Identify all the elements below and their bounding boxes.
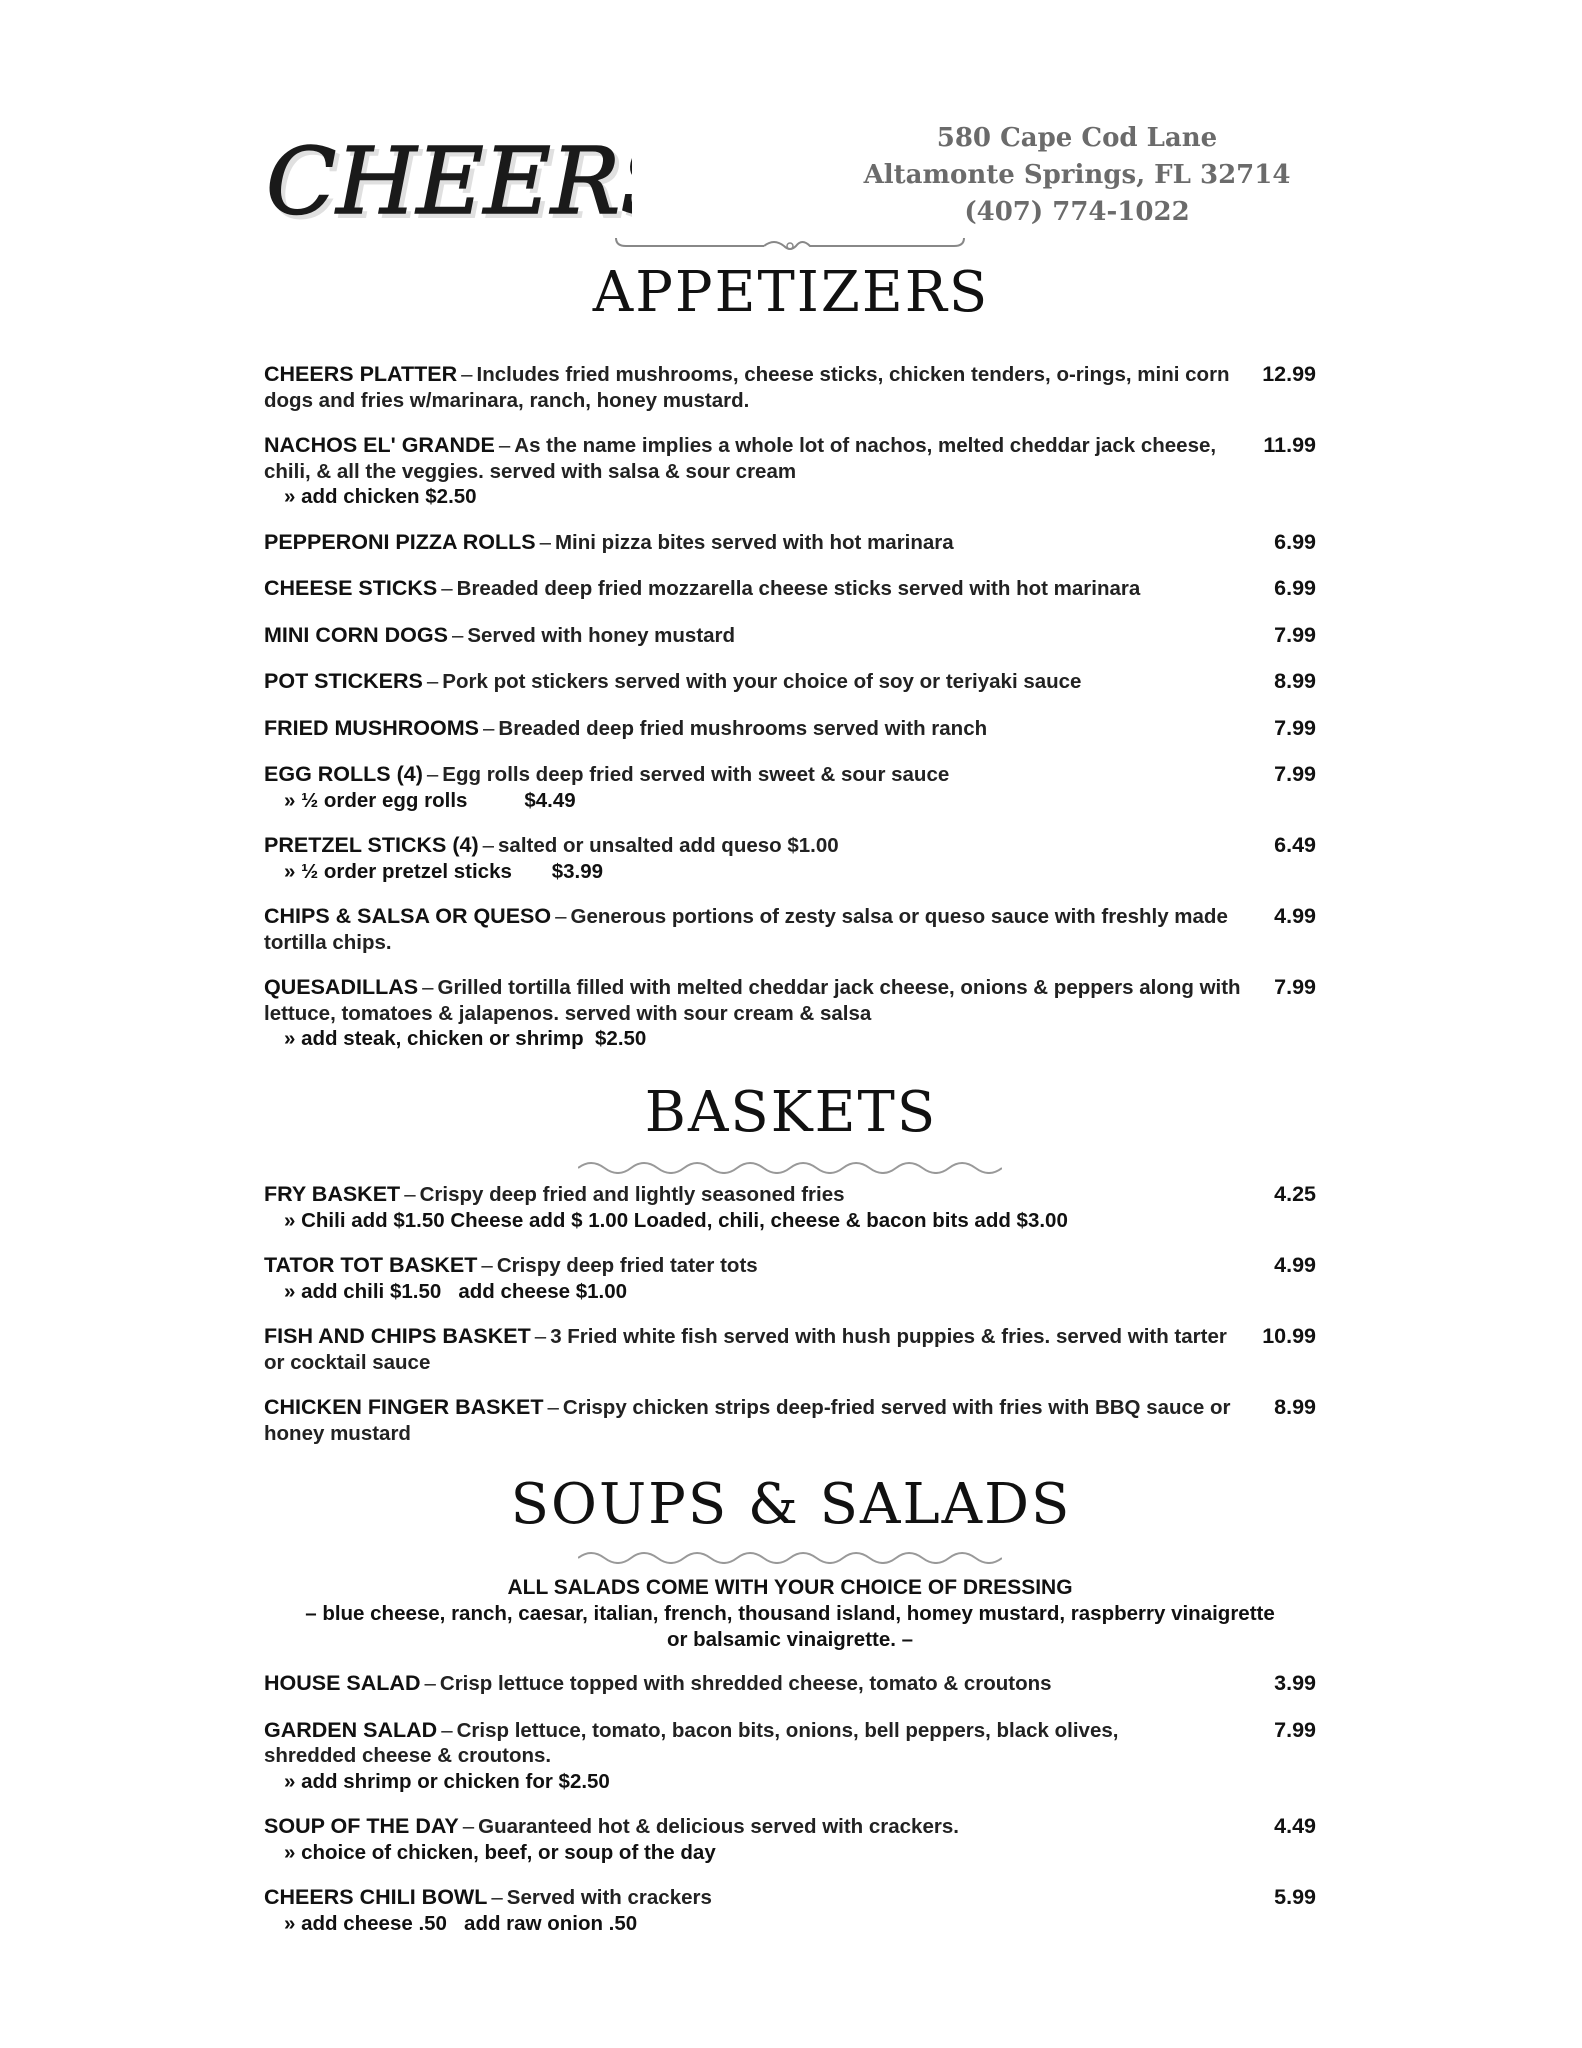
item-price: 7.99 [1274,975,1316,999]
item-name: SOUP OF THE DAY [264,1814,459,1838]
menu-item: PEPPERONI PIZZA ROLLS – Mini pizza bites served with hot marinara 6.99 [264,529,1316,554]
cheers-logo [262,118,632,238]
item-name: CHEERS CHILI BOWL [264,1885,488,1909]
item-price: 10.99 [1262,1324,1316,1348]
item-description: Breaded deep fried mozzarella cheese sticks served with hot marinara [456,577,1141,600]
item-price: 4.49 [1274,1814,1316,1838]
appetizers-heading: APPETIZERS [592,260,990,325]
menu-item: FRIED MUSHROOMS – Breaded deep fried mushrooms served with ranch 7.99 [264,715,1316,740]
menu-item: PRETZEL STICKS (4) – salted or unsalted add queso $1.00 » ½ order pretzel sticks $3.99 6.49 [264,833,1316,883]
item-addon: » Chili add $1.50 Cheese add $ 1.00 Loaded, chili, cheese & bacon bits add $3.00 [284,1208,1068,1232]
item-price: 6.49 [1274,833,1316,857]
logo-text: CHEER [266,128,621,235]
address-street: 580 Cape Cod Lane [936,123,1218,153]
item-name: CHEERS PLATTER [264,362,458,386]
menu-item: HOUSE SALAD – Crisp lettuce topped with shredded cheese, tomato & croutons 3.99 [264,1671,1316,1695]
item-description: Generous portions of zesty salsa or queso sauce with freshly made tortilla chips. [264,905,1228,954]
baskets-list [264,1182,1316,1446]
soups-salads-list [264,1671,1316,1936]
item-name: CHEESE STICKS [264,576,438,600]
menu-item: EGG ROLLS (4) – Egg rolls deep fried served with sweet & sour sauce » ½ order egg rolls $4.49 7.99 [264,762,1316,812]
item-price: 7.99 [1274,1717,1316,1742]
item-name: PEPPERONI PIZZA ROLLS [264,529,536,554]
phone-number: (407) 774-1022 [964,197,1190,227]
item-price: 8.99 [1274,1395,1316,1419]
baskets-heading: BASKETS [644,1080,938,1145]
item-name: MINI CORN DOGS [264,622,448,647]
menu-item: QUESADILLAS – Grilled tortilla filled with melted cheddar jack cheese, onions & peppers along with lettuce, tomatoes & jalapenos. served with sour cream & salsa » add steak, chicken or shrimp $2.50 7.99 [264,975,1316,1050]
item-price: 5.99 [1274,1885,1316,1909]
menu-item: CHIPS & SALSA OR QUESO – Generous portions of zesty salsa or queso sauce with freshly made tortilla chips. 4.99 [264,904,1316,954]
item-description: Includes fried mushrooms, cheese sticks, chicken tenders, o-rings, mini corn dogs and fries w/marinara, ranch, honey mustard. [264,363,1230,412]
item-name: NACHOS EL' GRANDE [264,433,495,457]
item-name: FRIED MUSHROOMS [264,715,479,740]
item-description: Pork pot stickers served with your choice of soy or teriyaki sauce [442,670,1082,693]
menu-item: SOUP OF THE DAY – Guaranteed hot & delicious served with crackers. » choice of chicken, beef, or soup of the day 4.49 [264,1814,1316,1864]
item-price: 7.99 [1274,715,1316,740]
menu-item: GARDEN SALAD – Crisp lettuce, tomato, bacon bits, onions, bell peppers, black olives, shredded cheese & croutons. » add shrimp or chicken for $2.50 7.99 [264,1717,1316,1793]
menu-item: POT STICKERS – Pork pot stickers served with your choice of soy or teriyaki sauce 8.99 [264,669,1316,693]
item-addon: » choice of chicken, beef, or soup of the day [284,1840,716,1864]
dressing-options: – blue cheese, ranch, caesar, italian, french, thousand island, homey mustard, raspberry vinaigrette [305,1602,1275,1625]
item-description: Mini pizza bites served with hot marinara [554,530,954,554]
wave-divider [578,1548,1002,1564]
item-price: 3.99 [1274,1671,1316,1695]
item-addon: » add cheese .50 add raw onion .50 [284,1911,638,1935]
item-name: TATOR TOT BASKET [264,1253,478,1277]
item-description: As the name implies a whole lot of nachos, melted cheddar jack cheese, chili, & all the veggies. served with salsa & sour cream [264,434,1217,483]
item-name: CHIPS & SALSA OR QUESO [264,904,552,928]
item-addon: » add steak, chicken or shrimp $2.50 [284,1027,647,1050]
item-name: POT STICKERS [264,669,423,693]
item-price: 8.99 [1274,669,1316,693]
logo-shadow: CHEER [270,132,625,238]
restaurant-address [862,120,1292,231]
item-addon: » add shrimp or chicken for $2.50 [284,1769,610,1793]
menu-item: FISH AND CHIPS BASKET – 3 Fried white fish served with hush puppies & fries. served with tarter or cocktail sauce 10.99 [264,1324,1316,1374]
item-description: Grilled tortilla filled with melted cheddar jack cheese, onions & peppers along with lettuce, tomatoes & jalapenos. served with sour cream & salsa [264,976,1241,1025]
menu-item: CHEERS PLATTER – Includes fried mushrooms, cheese sticks, chicken tenders, o-rings, mini corn dogs and fries w/marinara, ranch, honey mustard. 12.99 [264,362,1316,412]
menu-item: NACHOS EL' GRANDE – As the name implies a whole lot of nachos, melted cheddar jack cheese, chili, & all the veggies. served with salsa & sour cream » add chicken $2.50 11.99 [264,433,1316,508]
item-description: Guaranteed hot & delicious served with crackers. [478,1815,959,1838]
item-price: 7.99 [1274,762,1316,786]
menu-item: CHICKEN FINGER BASKET – Crispy chicken strips deep-fried served with fries with BBQ sauce or honey mustard 8.99 [264,1395,1316,1445]
item-price: 12.99 [1262,362,1316,386]
item-price: 11.99 [1263,433,1316,457]
item-name: FISH AND CHIPS BASKET [264,1324,531,1348]
item-addon: » add chili $1.50 add cheese $1.00 [284,1279,627,1303]
item-description: Crispy deep fried and lightly seasoned fries [419,1183,845,1206]
item-description: 3 Fried white fish served with hush puppies & fries. served with tarter or cocktail sauce [264,1325,1227,1374]
item-price: 4.99 [1274,904,1316,928]
item-name: PRETZEL STICKS (4) [264,833,479,857]
item-price: 6.99 [1274,529,1316,554]
dressing-note [264,1575,1316,1653]
item-description: Crispy deep fried tater tots [496,1254,758,1277]
item-description: Breaded deep fried mushrooms served with ranch [498,716,988,740]
item-price: 7.99 [1274,622,1316,647]
wave-divider [578,1158,1002,1174]
item-description: Crisp lettuce topped with shredded cheese, tomato & croutons [439,1672,1052,1695]
item-price: 4.25 [1274,1182,1316,1206]
menu-item: CHEERS CHILI BOWL – Served with crackers » add cheese .50 add raw onion .50 5.99 [264,1885,1316,1935]
item-name: QUESADILLAS [264,975,419,999]
item-description: Served with honey mustard [467,623,736,647]
item-description: Crisp lettuce, tomato, bacon bits, onions, bell peppers, black olives, shredded cheese & croutons. [264,1718,1119,1767]
item-addon: » ½ order egg rolls $4.49 [284,788,576,812]
item-description: Egg rolls deep fried served with sweet & sour sauce [442,763,950,786]
item-price: 4.99 [1274,1253,1316,1277]
address-city: Altamonte Springs, FL 32714 [863,160,1291,190]
menu-item: MINI CORN DOGS – Served with honey mustard 7.99 [264,622,1316,647]
menu-item: FRY BASKET – Crispy deep fried and lightly seasoned fries » Chili add $1.50 Cheese add $ 1.00 Loaded, chili, cheese & bacon bits add $3.00 4.25 [264,1182,1316,1232]
item-name: FRY BASKET [264,1182,401,1206]
item-addon: » ½ order pretzel sticks $3.99 [284,859,604,883]
item-addon: » add chicken $2.50 [284,485,477,508]
item-price: 6.99 [1274,576,1316,600]
item-name: CHICKEN FINGER BASKET [264,1395,544,1419]
item-description: Crispy chicken strips deep-fried served with fries with BBQ sauce or honey mustard [264,1396,1231,1445]
menu-item: TATOR TOT BASKET – Crispy deep fried tater tots » add chili $1.50 add cheese $1.00 4.99 [264,1253,1316,1303]
dressing-options-end: or balsamic vinaigrette. – [666,1628,914,1651]
appetizers-list [264,362,1316,1052]
menu-item: CHEESE STICKS – Breaded deep fried mozzarella cheese sticks served with hot marinara 6.99 [264,576,1316,600]
item-name: HOUSE SALAD [264,1671,421,1695]
item-name: EGG ROLLS (4) [264,762,423,786]
item-description: salted or unsalted add queso $1.00 [498,834,839,857]
dressing-heading: ALL SALADS COME WITH YOUR CHOICE OF DRESSING [507,1576,1073,1599]
item-name: GARDEN SALAD [264,1717,438,1742]
item-description: Served with crackers [506,1886,712,1909]
flourish-divider [614,234,966,256]
soups-salads-heading: SOUPS & SALADS [510,1472,1072,1537]
